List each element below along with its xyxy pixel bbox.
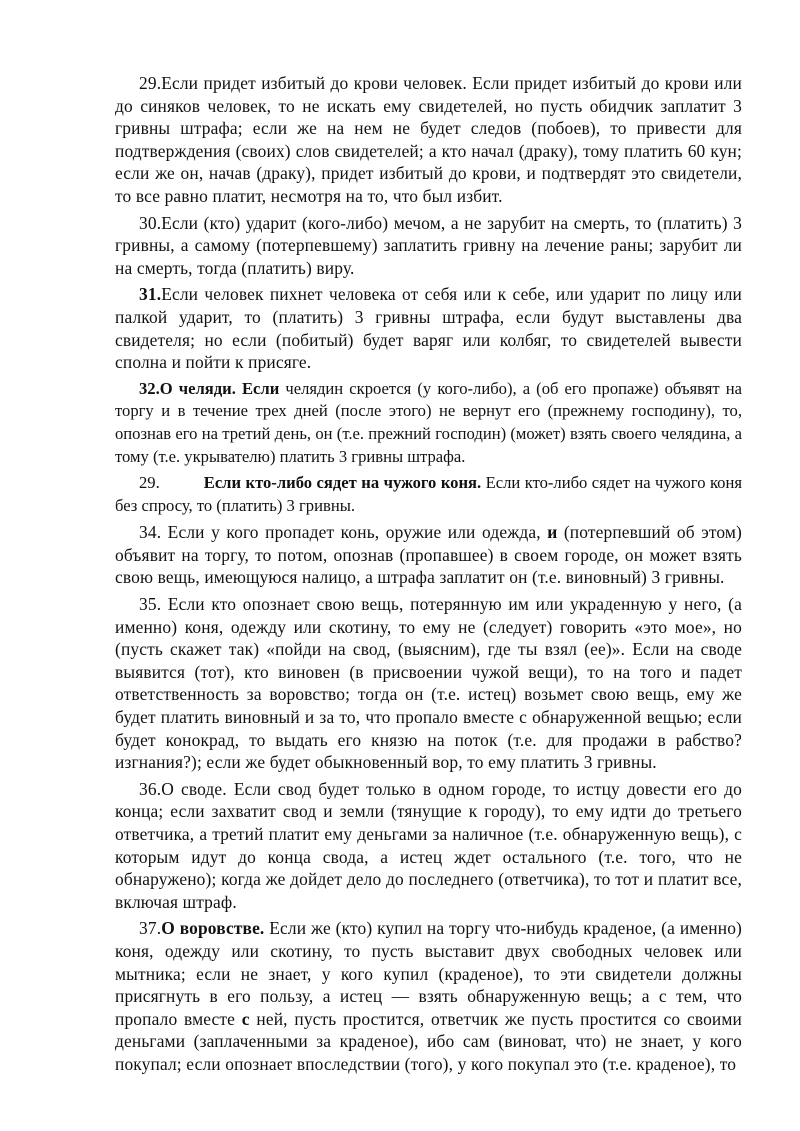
article-heading: О челяди. Если	[159, 378, 280, 398]
article-text: Если кто опознает свою вещь, потерянную им или украденную у него, (а именно) коня, одежду или скотину, то ему не (следует) говорить «это мое», но (пусть скажет так) «пойди на свод, (выясним), где ты взял (ее)». Если на своде выявится (тот), кто виновен (в присвоении чужой вещи), то на того и падет ответственность за воровство; тогда он (т.е. истец) возьмет свою вещь, ему же будет платить виновный и за то, что пропало вместе с обнаруженной вещью; если будет конокрад, то выдать его князю на поток (т.е. для продажи в рабство? изгнания?); если же будет обыкновенный вор, то ему платить 3 гривны.	[115, 594, 742, 773]
article-text: О своде. Если свод будет только в одном городе, то истцу довести его до конца; если захватит свод и земли (тянущие к городу), то ему идти до третьего ответчика, а третий платит ему деньгами за наличное (т.е. обнаруженную вещь), с которым идут до конца свода, а истец ждет остального (т.е. того, что не обнаружено); когда же дойдет дело до последнего (ответчика), то тот и платит все, включая штраф.	[115, 778, 742, 912]
article-text: (потерпевший об этом) объявит на торгу, то потом, опознав (пропавшее) в своем городе, он может взять свою вещь, имеющуюся налицо, а штрафа заплатит он (т.е. виновный) 3 гривны.	[115, 522, 742, 588]
article-number: 35.	[139, 594, 162, 615]
article-number: 29.	[139, 73, 162, 93]
article-number: 32.	[139, 378, 160, 398]
article-36-paragraph	[115, 778, 742, 914]
article-text: ней, пусть простится, ответчик же пусть простится со своими деньгами (заплаченными за краденое), ибо сам (виноват, что) не знает, у кого покупал; если опознает впоследствии (того), у кого покупал это (т.е. краденое), то	[115, 1008, 742, 1074]
article-number: 37.	[139, 918, 162, 939]
article-31-paragraph	[115, 283, 742, 373]
article-text: Если кто-либо сядет на чужого коня без спросу, то (платить) 3 гривны.	[115, 473, 742, 515]
article-number: 31.	[139, 284, 162, 305]
article-heading: О воровстве.	[161, 918, 265, 939]
bold-preposition: с	[241, 1008, 250, 1029]
article-35-paragraph	[115, 593, 742, 774]
article-text-start: Если у кого пропадет конь, оружие или одежда,	[161, 522, 548, 543]
article-text: челядин скроется (у кого-либо), а (об его пропаже) объявят на торгу и в течение трех дней (после этого) не вернут его (прежнему господину), то, опознав его на третий день, он (т.е. прежний господин) (может) взять своего челядина, а тому (т.е. укрывателю) платить 3 гривны штрафа.	[115, 378, 742, 466]
article-33-paragraph	[115, 472, 742, 517]
article-heading: Если кто-либо сядет на чужого коня.	[203, 473, 482, 493]
article-text: Если придет избитый до крови человек. Если придет избитый до крови или до синяков человек, то не искать ему свидетелей, но пусть обидчик заплатит 3 гривны штрафа; если же на нем не будет следов (побоев), то привести для подтверждения (своих) слов свидетелей; а кто начал (драку), тому платить 60 кун; если же он, начав (драку), придет избитый до крови, и подтвердят это свидетели, то все равно платит, несмотря на то, что был избит.	[115, 73, 742, 206]
article-number: 30.	[139, 212, 162, 233]
article-37-paragraph	[115, 917, 742, 1075]
article-number: 34.	[139, 522, 162, 543]
article-34-paragraph	[115, 521, 742, 589]
bold-conjunction: и	[547, 522, 558, 543]
article-number: 36.	[139, 778, 162, 799]
article-32-paragraph	[115, 378, 742, 468]
article-text: Если (кто) ударит (кого-либо) мечом, а не зарубит на смерть, то (платить) 3 гривны, а самому (потерпевшему) заплатить гривну на лечение раны; зарубит ли на смерть, тогда (платить) виру.	[115, 212, 742, 278]
article-number: 29.	[139, 473, 160, 493]
article-text: Если человек пихнет человека от себя или к себе, или ударит по лицу или палкой ударит, то (платить) 3 гривны штрафа, если будут выставлены два свидетеля; но если (побитый) будет варяг или колбяг, то свидетелей вывести сполна и пойти к присяге.	[115, 284, 742, 373]
article-text-start: Если же (кто) купил на торгу что-нибудь краденое, (а именно) коня, одежду или скотину, то пусть выставит двух свободных человек или мытника; если не знает, у кого купил (краденое), то эти свидетели должны присягнуть в его пользу, а истец — взять обнаруженную вещь; а с тем, что пропало вместе	[115, 918, 742, 1029]
article-30-paragraph	[115, 212, 742, 280]
article-29-paragraph	[115, 72, 742, 208]
document-page	[115, 72, 742, 1080]
